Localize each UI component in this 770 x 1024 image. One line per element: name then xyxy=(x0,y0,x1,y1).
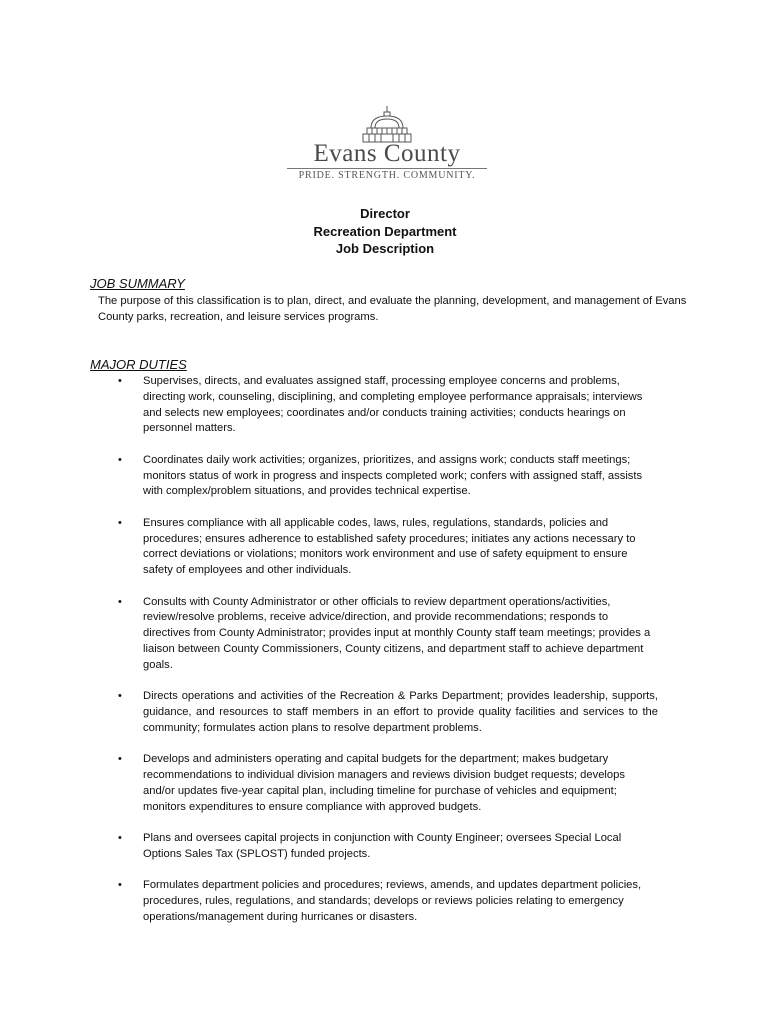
duty-text: Supervises, directs, and evaluates assigned staff, processing employee concerns and problems, directing work, counseling, disciplining, and completing employee performance appraisals; interviews and selects new employees; coordinates and/or conducts training activities; conducts hearings on personnel matters. xyxy=(143,375,643,435)
duty-text: Directs operations and activities of the Recreation & Parks Department; provides leadership, supports, guidance, and resources to staff members in an effort to provide quality facilities and services to the community; formulates action plans to resolve department problems. xyxy=(143,690,658,734)
bullet-icon: • xyxy=(118,375,122,387)
duty-text: Formulates department policies and procedures; reviews, amends, and updates department policies, procedures, rules, regulations, and standards; develops or reviews policies relating to emergency operations/management during hurricanes or disasters. xyxy=(143,879,642,923)
duty-text: Plans and oversees capital projects in conjunction with County Engineer; oversees Special Local Options Sales Tax (SPLOST) funded projects. xyxy=(143,831,622,860)
duty-text: Develops and administers operating and capital budgets for the department; makes budgetary recommendations to individual division managers and reviews division budget requests; develops and/or updates five-year capital plan, including timeline for purchase of vehicles and equipment; monitors expenditures to ensure compliance with approved budgets. xyxy=(143,753,625,813)
bullet-icon: • xyxy=(118,516,122,529)
list-item xyxy=(118,878,658,925)
bullet-icon: • xyxy=(118,831,122,844)
bullet-icon: • xyxy=(118,879,122,892)
bullet-icon: • xyxy=(118,753,122,766)
duty-text: Coordinates daily work activities; organizes, prioritizes, and assigns work; conducts staff meetings; monitors status of work in progress and inspects completed work; confers with assigned staff, assists with complex/problem situations, and provides technical expertise. xyxy=(143,453,643,498)
job-summary-text: The purpose of this classification is to plan, direct, and evaluate the planning, development, and management of Evans County parks, recreation, and leisure services programs. xyxy=(98,295,687,323)
list-item xyxy=(118,831,658,863)
document-type: Job Description xyxy=(335,241,435,256)
logo-divider xyxy=(287,168,487,169)
courthouse-dome-icon xyxy=(283,104,491,144)
major-duties-heading: MAJOR DUTIES xyxy=(90,357,187,372)
list-item xyxy=(118,516,658,579)
bullet-icon: • xyxy=(118,690,122,703)
duty-text: Consults with County Administrator or other officials to review department operations/activities, review/resolve problems, receive advice/direction, and provide recommendations; responds to directives from County Administrator; provides input at monthly County staff team meetings; provides a liaison between County Commissioners, County citizens, and department staff to achieve department goals. xyxy=(143,595,651,671)
logo-tagline: PRIDE. STRENGTH. COMMUNITY. xyxy=(298,170,476,181)
list-item xyxy=(118,595,658,674)
list-item xyxy=(118,689,658,736)
list-item xyxy=(118,752,658,815)
logo-wordmark: Evans County xyxy=(313,140,461,167)
department-name: Recreation Department xyxy=(313,223,457,239)
document-title-block xyxy=(0,205,770,258)
list-item xyxy=(118,374,658,437)
list-item xyxy=(118,453,658,500)
county-logo xyxy=(283,104,491,184)
bullet-icon: • xyxy=(118,595,122,608)
job-summary-heading: JOB SUMMARY xyxy=(90,276,185,291)
job-title: Director xyxy=(360,206,410,221)
major-duties-list xyxy=(118,374,658,941)
bullet-icon: • xyxy=(118,453,122,466)
duty-text: Ensures compliance with all applicable codes, laws, rules, regulations, standards, policies and procedures; ensures adherence to established safety procedures; initiates any actions necessary to correct deviations or violations; monitors work environment and use of safety equipment to ensure safety of employees and other individuals. xyxy=(143,516,636,577)
